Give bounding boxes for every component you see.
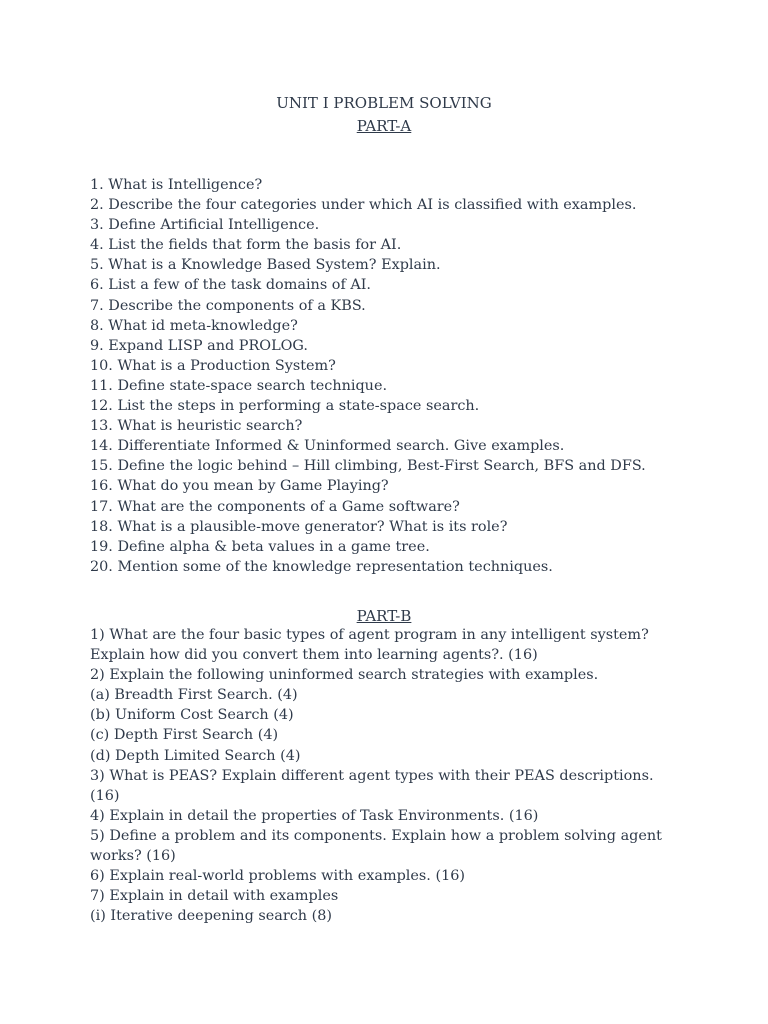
question-line: 2) Explain the following uninformed search strategies with examples.: [90, 667, 599, 684]
question-line: (b) Uniform Cost Search (4): [90, 707, 294, 724]
question-line: (i) Iterative deepening search (8): [90, 908, 332, 925]
question-item: 18. What is a plausible-move generator? What is its role?: [90, 518, 508, 535]
question-item: 17. What are the components of a Game software?: [90, 498, 460, 515]
question-line: works? (16): [90, 848, 176, 865]
question-item: 3. Define Artificial Intelligence.: [90, 217, 320, 234]
question-item: 11. Define state-space search technique.: [90, 377, 388, 394]
question-item: 20. Mention some of the knowledge representation techniques.: [90, 558, 553, 575]
question-item: 7. Describe the components of a KBS.: [90, 297, 366, 314]
part-a-question-list: [90, 175, 760, 577]
question-item: 10. What is a Production System?: [90, 357, 336, 374]
question-item: 16. What do you mean by Game Playing?: [90, 478, 389, 495]
question-line: 1) What are the four basic types of agent program in any intelligent system?: [90, 627, 649, 643]
question-item: 15. Define the logic behind – Hill climbing, Best-First Search, BFS and DFS.: [90, 458, 646, 475]
question-item: 12. List the steps in performing a state-space search.: [90, 398, 480, 415]
unit-title: UNIT I PROBLEM SOLVING: [276, 94, 492, 112]
question-line: (d) Depth Limited Search (4): [90, 747, 301, 764]
question-line: (a) Breadth First Search. (4): [90, 687, 298, 704]
question-item: 2. Describe the four categories under which AI is classified with examples.: [90, 197, 637, 214]
part-b-heading: PART-B: [356, 607, 412, 625]
question-line: 5) Define a problem and its components. Explain how a problem solving agent: [90, 827, 662, 844]
question-item: 5. What is a Knowledge Based System? Explain.: [90, 257, 441, 274]
question-line: 3) What is PEAS? Explain different agent types with their PEAS descriptions.: [90, 767, 654, 784]
question-item: 4. List the fields that form the basis for AI.: [90, 237, 402, 254]
question-item: 13. What is heuristic search?: [90, 418, 303, 435]
question-item: 1. What is Intelligence?: [90, 177, 263, 193]
question-item: 8. What id meta-knowledge?: [90, 317, 298, 334]
question-line: 4) Explain in detail the properties of Task Environments. (16): [90, 807, 539, 824]
part-b-question-list: [90, 625, 760, 926]
part-a-heading: PART-A: [356, 117, 412, 135]
question-line: (c) Depth First Search (4): [90, 727, 279, 744]
question-line: 7) Explain in detail with examples: [90, 888, 339, 905]
question-item: 14. Differentiate Informed & Uninformed search. Give examples.: [90, 438, 565, 455]
question-item: 9. Expand LISP and PROLOG.: [90, 337, 308, 354]
question-item: 6. List a few of the task domains of AI.: [90, 277, 371, 294]
question-line: Explain how did you convert them into learning agents?. (16): [90, 647, 538, 664]
question-item: 19. Define alpha & beta values in a game tree.: [90, 538, 430, 555]
question-line: (16): [90, 787, 120, 804]
question-line: 6) Explain real-world problems with examples. (16): [90, 868, 465, 885]
